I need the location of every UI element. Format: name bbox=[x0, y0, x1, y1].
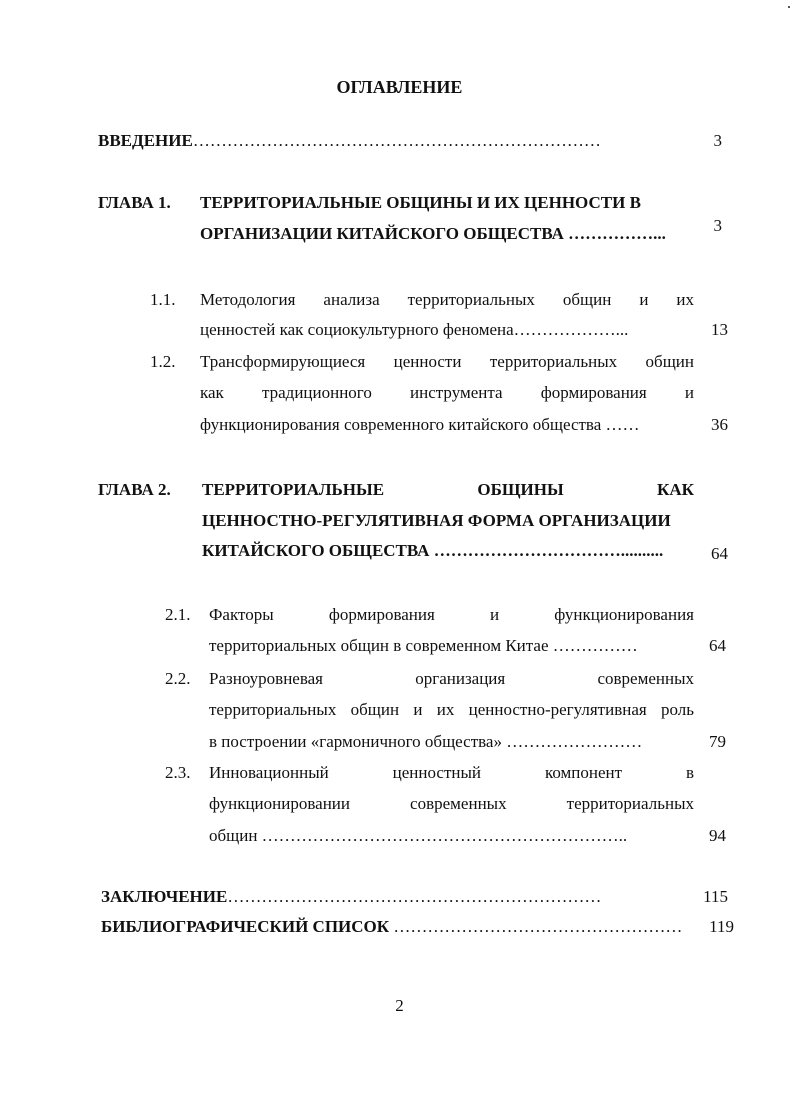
toc-conclusion-dots: ………………………………………………………… bbox=[227, 887, 602, 906]
section-1-2-page: 36 bbox=[711, 415, 728, 434]
chapter2-page: 64 bbox=[711, 544, 728, 563]
section-2-3-line2[interactable]: функционировании современных территориальных bbox=[209, 794, 694, 813]
section-2-3-num: 2.3. bbox=[165, 763, 191, 782]
section-1-2-num: 1.2. bbox=[150, 352, 176, 371]
chapter1-label: ГЛАВА 1. bbox=[98, 193, 171, 212]
toc-conclusion[interactable] bbox=[101, 887, 685, 907]
chapter1-title-line1[interactable]: ТЕРРИТОРИАЛЬНЫЕ ОБЩИНЫ И ИХ ЦЕННОСТИ В bbox=[200, 193, 641, 212]
section-2-1-page: 64 bbox=[709, 636, 726, 655]
toc-intro-label: ВВЕДЕНИЕ bbox=[98, 131, 193, 150]
toc-bibliography[interactable] bbox=[101, 917, 685, 937]
toc-intro-dots: ……………………………………………………………… bbox=[192, 131, 601, 150]
section-2-2-num: 2.2. bbox=[165, 669, 191, 688]
section-1-1-line2[interactable]: ценностей как социокультурного феномена………………... bbox=[200, 320, 629, 339]
section-2-1-line1[interactable]: Факторы формирования и функционирования bbox=[209, 605, 694, 624]
toc-conclusion-label: ЗАКЛЮЧЕНИЕ bbox=[101, 887, 228, 906]
toc-intro[interactable] bbox=[98, 131, 688, 151]
section-2-1-num: 2.1. bbox=[165, 605, 191, 624]
page-number: 2 bbox=[395, 996, 404, 1015]
section-1-2-line1[interactable]: Трансформирующиеся ценности территориальных общин bbox=[200, 352, 694, 371]
chapter2-title-line1[interactable]: ТЕРРИТОРИАЛЬНЫЕ ОБЩИНЫ КАК bbox=[202, 480, 694, 499]
toc-bibliography-label: БИБЛИОГРАФИЧЕСКИЙ СПИСОК bbox=[101, 917, 390, 936]
section-2-2-line3[interactable]: в построении «гармоничного общества» …………………… bbox=[209, 732, 643, 751]
toc-intro-page: 3 bbox=[713, 131, 722, 150]
toc-bibliography-page: 119 bbox=[709, 917, 734, 936]
section-2-3-line3[interactable]: общин ……………………………………………………….. bbox=[209, 826, 628, 845]
section-2-2-line1[interactable]: Разноуровневая организация современных bbox=[209, 669, 694, 688]
section-2-2-line2[interactable]: территориальных общин и их ценностно-регулятивная роль bbox=[209, 700, 694, 719]
chapter2-title-line3[interactable]: КИТАЙСКОГО ОБЩЕСТВА …………………………….......... bbox=[202, 541, 664, 560]
section-1-2-line2[interactable]: как традиционного инструмента формирования и bbox=[200, 383, 694, 402]
page-title: ОГЛАВЛЕНИЕ bbox=[336, 77, 463, 97]
scan-speck bbox=[788, 6, 790, 8]
chapter1-title-line2[interactable]: ОРГАНИЗАЦИИ КИТАЙСКОГО ОБЩЕСТВА ……………... bbox=[200, 224, 666, 243]
chapter2-label: ГЛАВА 2. bbox=[98, 480, 171, 499]
section-2-3-line1[interactable]: Инновационный ценностный компонент в bbox=[209, 763, 694, 782]
chapter1-page: 3 bbox=[713, 216, 722, 235]
section-2-2-page: 79 bbox=[709, 732, 726, 751]
toc-conclusion-page: 115 bbox=[703, 887, 728, 906]
section-1-1-num: 1.1. bbox=[150, 290, 176, 309]
section-1-1-line1[interactable]: Методология анализа территориальных общин и их bbox=[200, 290, 694, 309]
section-1-1-page: 13 bbox=[711, 320, 728, 339]
section-1-2-line3[interactable]: функционирования современного китайского общества …… bbox=[200, 415, 640, 434]
chapter2-title-line2[interactable]: ЦЕННОСТНО-РЕГУЛЯТИВНАЯ ФОРМА ОРГАНИЗАЦИИ bbox=[202, 511, 671, 530]
section-2-1-line2[interactable]: территориальных общин в современном Китае …………… bbox=[209, 636, 638, 655]
toc-bibliography-dots: …………………………………………… bbox=[389, 917, 683, 936]
section-2-3-page: 94 bbox=[709, 826, 726, 845]
